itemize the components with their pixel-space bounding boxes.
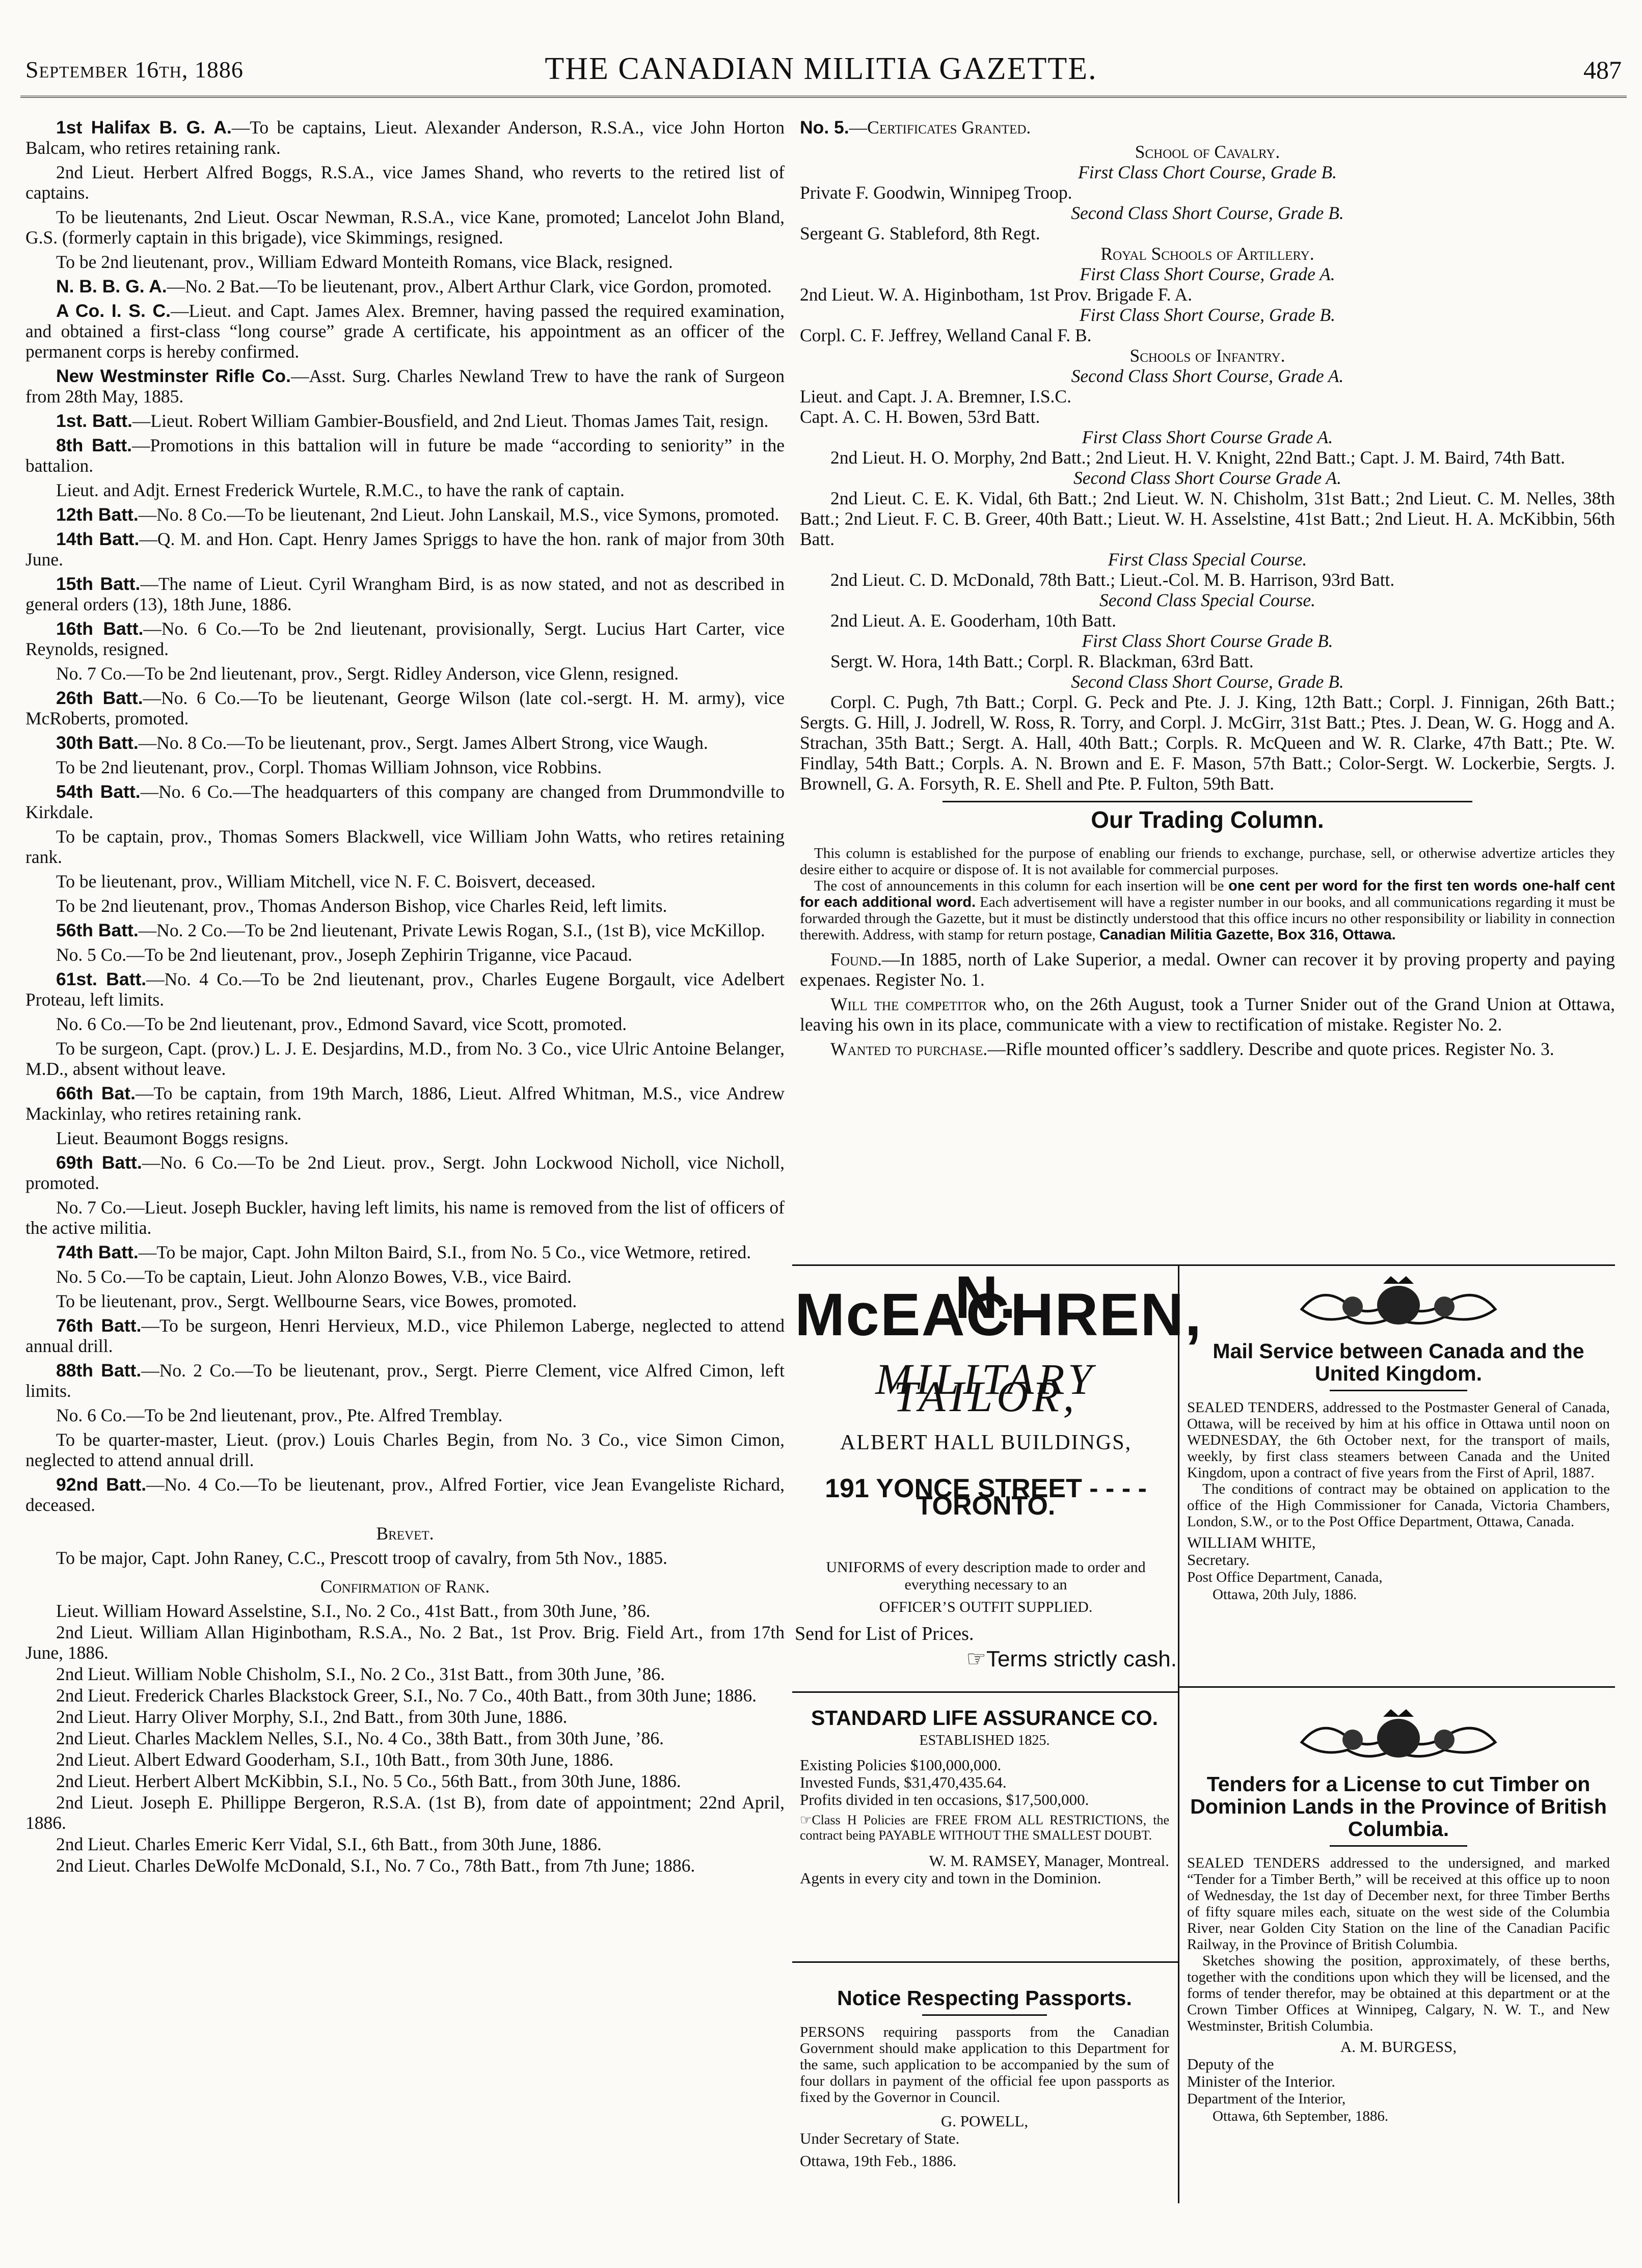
order-entry xyxy=(25,1242,785,1262)
unit-name: 54th Batt. xyxy=(56,781,141,802)
unit-name: 1st Halifax B. G. A. xyxy=(56,117,232,138)
confirmation-entry: 2nd Lieut. Frederick Charles Blackstock Greer, S.I., No. 7 Co., 40th Batt., from 30th June; 1886. xyxy=(56,1685,757,1706)
certificates-list xyxy=(800,142,1615,794)
timber-body-2: Sketches showing the position, approximately, of these berths, together with the conditions upon which they will be licensed, and the forms of tender therefor, may be obtained at this department or at the Crown Timber Offices at Winnipeg, Calgary, N. W. T., and New Westminster, British Columbia. xyxy=(1187,1953,1610,2034)
unit-name: 56th Batt. xyxy=(56,920,139,940)
order-entry xyxy=(25,1474,785,1515)
tailor-body: UNIFORMS of every description made to order and everything necessary to an OFFICER’S OUTFIT SUPPLIED. xyxy=(826,1559,1146,1615)
order-text: To be lieutenant, prov., Sergt. Wellbourne Sears, vice Bowes, promoted. xyxy=(56,1291,577,1311)
order-entry xyxy=(25,618,785,659)
header-rule xyxy=(20,96,1627,98)
certificate-line: School of Cavalry. xyxy=(1135,142,1280,162)
order-entry xyxy=(25,1083,785,1124)
order-entry xyxy=(25,969,785,1010)
order-entry xyxy=(25,944,785,965)
unit-name: N. B. B. G. A. xyxy=(56,276,167,296)
order-text: —No. 6 Co.—To be 2nd Lieut. prov., Sergt. John Lockwood Nicholl, vice Nicholl, promoted. xyxy=(25,1152,785,1193)
left-column xyxy=(25,117,785,1877)
order-entry xyxy=(25,574,785,614)
brevet-heading: Brevet. xyxy=(376,1523,434,1544)
mceachren-ad xyxy=(795,1264,1203,1681)
order-entry xyxy=(25,529,785,570)
confirmation-list xyxy=(25,1601,785,1876)
order-text: —No. 6 Co.—To be lieutenant, George Wilson (late col.-sergt. H. M. army), vice McRoberts, promoted. xyxy=(25,688,785,728)
certificate-line: First Class Special Course. xyxy=(1108,549,1307,570)
unit-name: 1st. Batt. xyxy=(56,411,132,431)
page-number: 487 xyxy=(1583,56,1622,84)
right-column xyxy=(800,117,1615,1063)
mail-service-body-2: The conditions of contract may be obtained on application to the office of the High Commissioner for Canada, Victoria Chambers, London, S.W., or to the Post Office Department, Ottawa, Canada. xyxy=(1187,1481,1610,1530)
certificate-line: First Class Short Course, Grade A. xyxy=(1080,264,1335,284)
order-entry xyxy=(25,366,785,407)
certificate-line: Schools of Infantry. xyxy=(1129,345,1285,366)
brevet-text: To be major, Capt. John Raney, C.C., Prescott troop of cavalry, from 5th Nov., 1885. xyxy=(56,1548,667,1568)
certificate-line: Second Class Short Course Grade A. xyxy=(1073,468,1341,488)
certificate-line: Lieut. and Capt. J. A. Bremner, I.S.C. xyxy=(800,386,1071,407)
order-text: —Lieut. and Capt. James Alex. Bremner, having passed the required examination, and obtained a first-class “long course” grade A certificate, his appointment as an officer of the permanent corps is hereby confirmed. xyxy=(25,301,785,362)
order-text: —Q. M. and Hon. Capt. Henry James Spriggs to have the hon. rank of major from 30th June. xyxy=(25,529,785,570)
unit-name: 88th Batt. xyxy=(56,1360,142,1381)
order-entry xyxy=(25,1152,785,1193)
standard-line-4: ☞Class H Policies are FREE FROM ALL RESTRICTIONS, the contract being PAYABLE WITHOUT THE SMALLEST DOUBT. xyxy=(800,1813,1169,1843)
unit-name: 16th Batt. xyxy=(56,618,144,639)
certificate-line: Second Class Short Course, Grade B. xyxy=(1071,203,1344,223)
order-text: To be quarter-master, Lieut. (prov.) Louis Charles Begin, from No. 3 Co., vice Simon Cimon, neglected to attend annual drill. xyxy=(25,1429,785,1470)
order-entry xyxy=(25,871,785,892)
certificate-line: 2nd Lieut. A. E. Gooderham, 10th Batt. xyxy=(830,610,1117,631)
certificate-line: Royal Schools of Artillery. xyxy=(1100,244,1314,264)
ad-rule xyxy=(792,1961,1178,1963)
order-entry xyxy=(25,663,785,684)
order-entry xyxy=(25,733,785,753)
mail-service-place: Post Office Department, Canada, xyxy=(1187,1569,1383,1585)
order-text: No. 5 Co.—To be 2nd lieutenant, prov., Joseph Zephirin Triganne, vice Pacaud. xyxy=(56,944,633,965)
order-entry xyxy=(25,252,785,272)
confirmation-heading: Confirmation of Rank. xyxy=(320,1576,490,1597)
mail-service-ad xyxy=(1187,1274,1610,1603)
standard-line-2: Invested Funds, $31,470,435.64. xyxy=(800,1773,1007,1791)
order-text: To be lieutenant, prov., William Mitchell, vice N. F. C. Boisvert, deceased. xyxy=(56,871,596,892)
order-text: No. 6 Co.—To be 2nd lieutenant, prov., Edmond Savard, vice Scott, promoted. xyxy=(56,1014,627,1034)
mail-service-date: Ottawa, 20th July, 1886. xyxy=(1213,1586,1357,1603)
unit-name: 14th Batt. xyxy=(56,529,140,549)
unit-name: 74th Batt. xyxy=(56,1242,139,1262)
small-rule xyxy=(1330,1390,1467,1391)
unit-name: 30th Batt. xyxy=(56,733,139,753)
mail-service-body: SEALED TENDERS, addressed to the Postmaster General of Canada, Ottawa, will be received by him at his office in Ottawa until noon on WEDNESDAY, the 6th October next, for the transport of mails, weekly, by first class steamers between Canada and the United Kingdom, upon a contract of five years from the First of April, 1887. xyxy=(1187,1399,1610,1481)
tailor-name: N. McEACHREN, xyxy=(795,1264,1203,1348)
order-text: —No. 4 Co.—To be lieutenant, prov., Alfred Fortier, vice Jean Evangeliste Richard, deceased. xyxy=(25,1474,785,1515)
order-text: Lieut. and Adjt. Ernest Frederick Wurtele, R.M.C., to have the rank of captain. xyxy=(56,480,625,500)
mail-service-title: Mail Service between Canada and the United Kingdom. xyxy=(1213,1339,1584,1385)
order-entry xyxy=(25,896,785,916)
order-text: —To be major, Capt. John Milton Baird, S.I., from No. 5 Co., vice Wetmore, retired. xyxy=(138,1242,751,1262)
certificate-line: First Class Short Course Grade A. xyxy=(1082,427,1333,447)
trading-intro-1: This column is established for the purpose of enabling our friends to exchange, purchase, sell, or otherwise advertize articles they desire either to acquire or dispose of. It is not available for commercial purposes. xyxy=(800,845,1615,878)
passports-date: Ottawa, 19th Feb., 1886. xyxy=(800,2152,957,2170)
unit-name: 69th Batt. xyxy=(56,1152,142,1173)
unit-name: 66th Bat. xyxy=(56,1083,136,1103)
wanted-notice: Wanted to purchase.—Rifle mounted officer’s saddlery. Describe and quote prices. Register No. 3. xyxy=(830,1039,1554,1059)
order-text: —To be captains, Lieut. Alexander Anderson, R.S.A., vice John Horton Balcam, who retires retaining rank. xyxy=(25,117,785,158)
small-rule xyxy=(922,2014,1047,2016)
page-header xyxy=(0,0,1642,97)
order-entry xyxy=(25,757,785,777)
order-text: —No. 6 Co.—The headquarters of this company are changed from Drummondville to Kirkdale. xyxy=(25,781,785,822)
order-entry xyxy=(25,1128,785,1148)
certificate-line: 2nd Lieut. C. E. K. Vidal, 6th Batt.; 2nd Lieut. W. N. Chisholm, 31st Batt.; 2nd Lieut. C. M. Nelles, 38th Batt.; 2nd Lieut. F. C. B. Greer, 40th Batt.; Lieut. W. H. Asselstine, 41st Batt.; 2nd Lieut. H. A. McKibbin, 56th Batt. xyxy=(800,488,1615,549)
trading-intro-2: The cost of announcements in this column for each insertion will be one cent per word for the first ten words one-half cent for each additional word. Each advertisement will have a register number in our books, and all communications regarding it must be forwarded through the Gazette, but it must be distinctly understood that this office incurs no other responsibility or liability in connection therewith. Address, with stamp for return postage, Canadian Militia Gazette, Box 316, Ottawa. xyxy=(800,878,1616,943)
unit-name: 61st. Batt. xyxy=(56,969,147,989)
order-entry xyxy=(25,1315,785,1356)
unit-name: New Westminster Rifle Co. xyxy=(56,366,291,386)
ad-rule xyxy=(792,1691,1178,1693)
order-text: To be lieutenants, 2nd Lieut. Oscar Newman, R.S.A., vice Kane, promoted; Lancelot John Bland, G.S. (formerly captain in this brigade), vice Skimmings, resigned. xyxy=(25,207,785,248)
order-text: Lieut. Beaumont Boggs resigns. xyxy=(56,1128,289,1148)
unit-name: 92nd Batt. xyxy=(56,1474,147,1495)
tailor-address-street: 191 YONCE STREET - - - - TORONTO. xyxy=(825,1474,1147,1521)
royal-crest-icon xyxy=(1291,1274,1505,1335)
order-text: 2nd Lieut. Herbert Alfred Boggs, R.S.A., vice James Shand, who reverts to the retired list of captains. xyxy=(25,162,785,203)
unit-name: 12th Batt. xyxy=(56,504,139,525)
certificate-line: 2nd Lieut. W. A. Higinbotham, 1st Prov. Brigade F. A. xyxy=(800,284,1192,305)
certificate-line: 2nd Lieut. C. D. McDonald, 78th Batt.; Lieut.-Col. M. B. Harrison, 93rd Batt. xyxy=(830,570,1395,590)
order-entry xyxy=(25,1429,785,1470)
order-entry xyxy=(25,1266,785,1287)
ad-rule xyxy=(1178,1686,1615,1688)
passports-ad xyxy=(800,1987,1169,2170)
order-text: —No. 2 Co.—To be 2nd lieutenant, Private Lewis Rogan, S.I., (1st B), vice McKillop. xyxy=(138,920,765,940)
timber-place: Department of the Interior, xyxy=(1187,2091,1346,2107)
pointing-hand-icon: ☞ xyxy=(966,1646,986,1671)
section-rule xyxy=(943,801,1472,802)
militia-orders xyxy=(25,117,785,1515)
certificate-line: Private F. Goodwin, Winnipeg Troop. xyxy=(800,182,1072,203)
ads-divider xyxy=(1178,1266,1179,2203)
confirmation-entry: 2nd Lieut. Albert Edward Gooderham, S.I., 10th Batt., from 30th June, 1886. xyxy=(56,1749,614,1770)
timber-signer: A. M. BURGESS, xyxy=(1340,2038,1457,2056)
confirmation-entry: 2nd Lieut. Joseph E. Phillippe Bergeron, R.S.A. (1st B), from date of appointment; 22nd April, 1886. xyxy=(25,1792,785,1833)
timber-body: SEALED TENDERS addressed to the undersigned, and marked “Tender for a Timber Berth,” will be received at this office up to noon of Wednesday, the 1st day of December next, for three Timber Berths of fifty square miles each, situate on the west side of the Columbia River, near Golden City Station on the line of the Canadian Pacific Railway, in the Province of British Columbia. xyxy=(1187,1855,1610,1953)
order-text: No. 6 Co.—To be 2nd lieutenant, prov., Pte. Alfred Tremblay. xyxy=(56,1405,503,1425)
order-entry xyxy=(25,826,785,867)
certificate-line: Corpl. C. Pugh, 7th Batt.; Corpl. G. Peck and Pte. J. J. King, 12th Batt.; Corpl. J. Finnigan, 26th Batt.; Sergts. G. Hill, J. Jodrell, W. Ross, R. Torry, and Corpl. J. McGirr, 31st Batt.; Ptes. J. Dean, W. G. Hogg and A. Strachan, 35th Batt.; Sergt. A. Hall, 40th Batt.; Corpls. R. McQueen and W. R. Clarke, 47th Batt.; Pte. W. Findlay, 54th Batt.; Corpls. A. N. Brown and E. F. Mason, 57th Batt.; Color-Sergt. W. Lockerbie, Sergts. J. Brownell, G. A. Forsyth, R. E. Shell and Pte. P. Fulton, 59th Batt. xyxy=(800,692,1615,794)
order-text: No. 5 Co.—To be captain, Lieut. John Alonzo Bowes, V.B., vice Baird. xyxy=(56,1266,572,1287)
mail-service-signer-title: Secretary. xyxy=(1187,1551,1250,1569)
certificate-line: Sergt. W. Hora, 14th Batt.; Corpl. R. Blackman, 63rd Batt. xyxy=(830,651,1254,671)
unit-name: 8th Batt. xyxy=(56,435,132,455)
order-entry xyxy=(25,1360,785,1401)
certificate-line: First Class Chort Course, Grade B. xyxy=(1078,162,1337,182)
standard-established: ESTABLISHED 1825. xyxy=(919,1733,1050,1748)
certificates-heading: No. 5.—Certificates Granted. xyxy=(800,117,1031,138)
standard-agents: Agents in every city and town in the Dominion. xyxy=(800,1869,1101,1887)
unit-name: A Co. I. S. C. xyxy=(56,301,171,321)
ads-top-rule xyxy=(792,1264,1615,1266)
order-entry xyxy=(25,301,785,362)
order-entry xyxy=(25,117,785,158)
confirmation-entry: 2nd Lieut. Herbert Albert McKibbin, S.I., No. 5 Co., 56th Batt., from 30th June, 1886. xyxy=(56,1771,681,1791)
standard-line-1: Existing Policies $100,000,000. xyxy=(800,1756,1002,1774)
confirmation-entry: 2nd Lieut. Charles DeWolfe McDonald, S.I., No. 7 Co., 78th Batt., from 7th June; 1886. xyxy=(56,1855,695,1876)
competitor-notice: Will the competitor who, on the 26th August, took a Turner Snider out of the Grand Union at Ottawa, leaving his own in its place, communicate with a view to rectification of mistake. Register No. 2. xyxy=(800,994,1616,1035)
order-text: To be surgeon, Capt. (prov.) L. J. E. Desjardins, M.D., from No. 3 Co., vice Ulric Antoine Belanger, M.D., absent without leave. xyxy=(25,1038,785,1079)
small-rule xyxy=(1330,1845,1467,1847)
tailor-terms: ☞Terms strictly cash. xyxy=(966,1646,1177,1671)
order-entry xyxy=(25,1038,785,1079)
passports-signer-title: Under Secretary of State. xyxy=(800,2129,960,2147)
trading-column-title: Our Trading Column. xyxy=(1091,806,1324,833)
order-text: —To be captain, from 19th March, 1886, Lieut. Alfred Whitman, M.S., vice Andrew Mackinlay, who retires retaining rank. xyxy=(25,1083,785,1124)
unit-name: 15th Batt. xyxy=(56,574,141,594)
confirmation-entry: 2nd Lieut. William Noble Chisholm, S.I., No. 2 Co., 31st Batt., from 30th June, ’86. xyxy=(56,1664,665,1684)
pointing-hand-icon: ☞ xyxy=(800,1813,812,1827)
certificate-line: First Class Short Course Grade B. xyxy=(1082,631,1333,651)
mail-service-signer: WILLIAM WHITE, xyxy=(1187,1533,1316,1551)
order-text: No. 7 Co.—Lieut. Joseph Buckler, having left limits, his name is removed from the list of officers of the active militia. xyxy=(25,1197,785,1238)
tailor-address-building: ALBERT HALL BUILDINGS, xyxy=(840,1431,1132,1454)
order-entry xyxy=(25,1197,785,1238)
timber-date: Ottawa, 6th September, 1886. xyxy=(1213,2108,1389,2124)
order-entry xyxy=(25,276,785,296)
passports-title: Notice Respecting Passports. xyxy=(837,1986,1132,2010)
certificate-line: Sergeant G. Stableford, 8th Regt. xyxy=(800,223,1040,244)
timber-signer-title-2: Minister of the Interior. xyxy=(1187,2072,1335,2090)
tailor-subtitle: MILITARY TAILOR, xyxy=(875,1355,1096,1421)
confirmation-entry: 2nd Lieut. Charles Macklem Nelles, S.I., No. 4 Co., 38th Batt., from 30th June, ’86. xyxy=(56,1728,664,1748)
order-text: —No. 8 Co.—To be lieutenant, prov., Sergt. James Albert Strong, vice Waugh. xyxy=(138,733,708,753)
confirmation-entry: 2nd Lieut. William Allan Higinbotham, R.S.A., No. 2 Bat., 1st Prov. Brig. Field Art., from 17th June, 1886. xyxy=(25,1622,785,1663)
order-entry xyxy=(25,435,785,476)
certificate-line: Second Class Special Course. xyxy=(1099,590,1315,610)
issue-date: September 16th, 1886 xyxy=(25,57,244,83)
order-entry xyxy=(25,480,785,500)
unit-name: 26th Batt. xyxy=(56,688,143,708)
order-text: —No. 6 Co.—To be 2nd lieutenant, provisionally, Sergt. Lucius Hart Carter, vice Reynolds, resigned. xyxy=(25,618,785,659)
certificate-line: Second Class Short Course, Grade A. xyxy=(1071,366,1344,386)
order-text: To be captain, prov., Thomas Somers Blackwell, vice William John Watts, who retires retaining rank. xyxy=(25,826,785,867)
order-text: —Asst. Surg. Charles Newland Trew to have the rank of Surgeon from 28th May, 1885. xyxy=(25,366,785,407)
order-entry xyxy=(25,411,785,431)
order-entry xyxy=(25,920,785,940)
standard-life-ad xyxy=(800,1707,1169,1887)
certificate-line: Corpl. C. F. Jeffrey, Welland Canal F. B. xyxy=(800,325,1092,345)
order-text: —No. 8 Co.—To be lieutenant, 2nd Lieut. John Lanskail, M.S., vice Symons, promoted. xyxy=(138,504,779,525)
order-entry xyxy=(25,162,785,203)
order-text: —No. 4 Co.—To be 2nd lieutenant, prov., Charles Eugene Borgault, vice Adelbert Proteau, left limits. xyxy=(25,969,785,1010)
order-entry xyxy=(25,504,785,525)
order-text: —Promotions in this battalion will in future be made “according to seniority” in the battalion. xyxy=(25,435,785,476)
confirmation-entry: 2nd Lieut. Charles Emeric Kerr Vidal, S.I., 6th Batt., from 30th June, 1886. xyxy=(56,1834,602,1854)
timber-title: Tenders for a License to cut Timber on Dominion Lands in the Province of British Columbia. xyxy=(1190,1772,1607,1841)
certificate-line: 2nd Lieut. H. O. Morphy, 2nd Batt.; 2nd Lieut. H. V. Knight, 22nd Batt.; Capt. J. M. Baird, 74th Batt. xyxy=(830,447,1565,468)
newspaper-title: THE CANADIAN MILITIA GAZETTE. xyxy=(545,51,1097,86)
certificate-line: Second Class Short Course, Grade B. xyxy=(1071,671,1344,692)
certificate-line: First Class Short Course, Grade B. xyxy=(1080,305,1335,325)
order-text: —The name of Lieut. Cyril Wrangham Bird, is as now stated, and not as described in general orders (13), 18th June, 1886. xyxy=(25,574,785,614)
order-entry xyxy=(25,781,785,822)
order-text: —Lieut. Robert William Gambier-Bousfield, and 2nd Lieut. Thomas James Tait, resign. xyxy=(132,411,769,431)
order-entry xyxy=(25,207,785,248)
order-text: No. 7 Co.—To be 2nd lieutenant, prov., Sergt. Ridley Anderson, vice Glenn, resigned. xyxy=(56,663,679,684)
order-entry xyxy=(25,1014,785,1034)
confirmation-entry: 2nd Lieut. Harry Oliver Morphy, S.I., 2nd Batt., from 30th June, 1886. xyxy=(56,1707,568,1727)
certificate-line: Capt. A. C. H. Bowen, 53rd Batt. xyxy=(800,407,1040,427)
passports-signer: G. POWELL, xyxy=(940,2112,1029,2130)
order-entry xyxy=(25,688,785,728)
standard-manager: W. M. RAMSEY, Manager, Montreal. xyxy=(929,1852,1169,1870)
order-entry xyxy=(25,1405,785,1425)
order-text: To be 2nd lieutenant, prov., Corpl. Thomas William Johnson, vice Robbins. xyxy=(56,757,602,777)
confirmation-entry: Lieut. William Howard Asselstine, S.I., No. 2 Co., 41st Batt., from 30th June, ’86. xyxy=(56,1601,651,1621)
tailor-price-list: Send for List of Prices. xyxy=(795,1623,974,1644)
order-text: —To be surgeon, Henri Hervieux, M.D., vice Philemon Laberge, neglected to attend annual drill. xyxy=(25,1315,785,1356)
royal-crest-icon xyxy=(1291,1707,1505,1768)
found-notice: Found.—In 1885, north of Lake Superior, a medal. Owner can recover it by proving property and paying expenaes. Register No. 1. xyxy=(800,949,1615,990)
standard-title: STANDARD LIFE ASSURANCE CO. xyxy=(811,1706,1159,1730)
trading-intro xyxy=(800,845,1615,943)
order-text: To be 2nd lieutenant, prov., William Edward Monteith Romans, vice Black, resigned. xyxy=(56,252,673,272)
standard-line-3: Profits divided in ten occasions, $17,500,000. xyxy=(800,1791,1089,1808)
order-text: —No. 2 Co.—To be lieutenant, prov., Sergt. Pierre Clement, vice Alfred Cimon, left limits. xyxy=(25,1360,785,1401)
order-entry xyxy=(25,1291,785,1311)
order-text: To be 2nd lieutenant, prov., Thomas Anderson Bishop, vice Charles Reid, left limits. xyxy=(56,896,667,916)
timber-signer-title-1: Deputy of the xyxy=(1187,2055,1274,2073)
order-text: —No. 2 Bat.—To be lieutenant, prov., Albert Arthur Clark, vice Gordon, promoted. xyxy=(167,276,772,296)
passports-body: PERSONS requiring passports from the Canadian Government should make application to this Department for the same, such application to be accompanied by the sum of four dollars in payment of the official fee upon passports as fixed by the Governor in Council. xyxy=(800,2024,1169,2105)
unit-name: 76th Batt. xyxy=(56,1315,142,1336)
timber-license-ad xyxy=(1187,1707,1610,2125)
